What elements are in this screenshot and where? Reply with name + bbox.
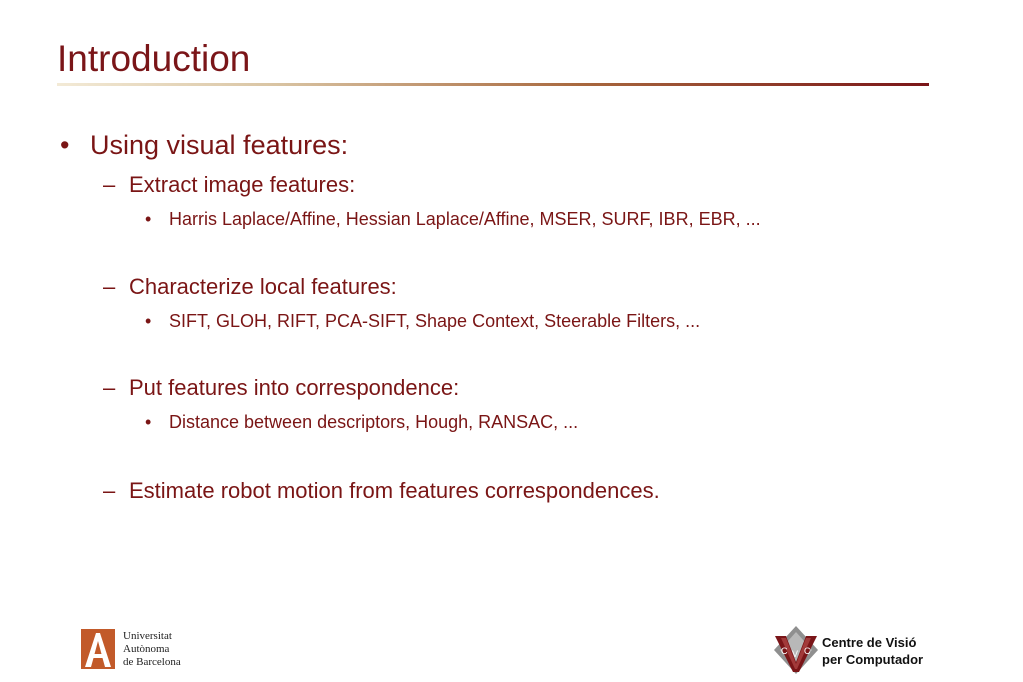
- subbullet-heading: [103, 274, 397, 300]
- dot-marker: •: [145, 412, 152, 432]
- dash-marker: –: [103, 172, 116, 197]
- detail-item: [145, 208, 761, 230]
- uab-line1: Universitat: [123, 630, 172, 642]
- cvc-logo-icon: [772, 624, 820, 676]
- uab-logo-icon: [81, 629, 115, 669]
- cvc-line2: per Computador: [822, 652, 924, 667]
- cvc-mark-c2: C: [804, 646, 811, 656]
- subbullet-heading: [103, 172, 355, 198]
- cvc-mark-v: V: [792, 649, 799, 659]
- dot-marker: •: [145, 311, 152, 331]
- detail-text: Distance between descriptors, Hough, RANSAC, ...: [169, 412, 579, 432]
- dash-marker: –: [103, 478, 116, 503]
- subbullet-text: Put features into correspondence:: [129, 375, 460, 400]
- dot-marker: •: [145, 209, 152, 229]
- title-rule: [57, 83, 929, 86]
- cvc-mark-c1: C: [781, 646, 788, 656]
- subbullet-text: Extract image features:: [129, 172, 356, 197]
- bullet-text: Using visual features:: [90, 130, 349, 160]
- subbullet-text: Estimate robot motion from features correspondences.: [129, 478, 660, 503]
- uab-mark-letter: A: [98, 666, 99, 667]
- detail-item: [145, 411, 578, 433]
- uab-line2: Autònoma: [123, 643, 170, 655]
- uab-logo: [81, 629, 201, 671]
- subbullet-heading: [103, 478, 660, 504]
- subbullet-heading: [103, 375, 459, 401]
- cvc-logo: [772, 624, 952, 676]
- dash-marker: –: [103, 274, 116, 299]
- detail-item: [145, 310, 700, 332]
- detail-text: Harris Laplace/Affine, Hessian Laplace/Affine, MSER, SURF, IBR, EBR, ...: [169, 209, 761, 229]
- uab-line3: de Barcelona: [123, 656, 181, 668]
- cvc-name: [822, 634, 923, 668]
- subbullet-text: Characterize local features:: [129, 274, 397, 299]
- uab-name: [123, 630, 181, 669]
- cvc-line1: Centre de Visió: [822, 635, 917, 650]
- bullet-level1: [60, 129, 348, 161]
- bullet-marker: •: [60, 130, 70, 160]
- detail-text: SIFT, GLOH, RIFT, PCA-SIFT, Shape Context, Steerable Filters, ...: [169, 311, 701, 331]
- slide-title: Introduction: [57, 38, 251, 79]
- dash-marker: –: [103, 375, 116, 400]
